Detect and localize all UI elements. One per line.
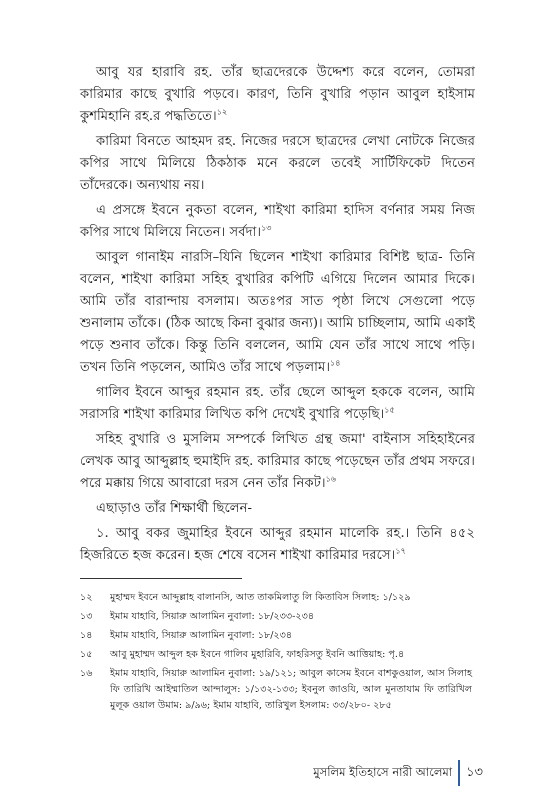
footnote-item	[80, 628, 472, 644]
paragraph-8	[80, 523, 475, 567]
main-text	[80, 62, 475, 570]
paragraph-text: এছাড়াও তাঁর শিক্ষার্থী ছিলেন-	[96, 501, 252, 516]
paragraph-text: আবু যর হারাবি রহ. তাঁর ছাত্রদেরকে উদ্দেশ্য করে বলেন, তোমরা কারিমার কাছে বুখারি পড়বে। কারণ, তিনি বুখারি পড়ান আবুল হাইসাম কুশমিহানি রহ.র পদ্ধতিতে।	[80, 65, 475, 124]
paragraph-3	[80, 200, 475, 244]
footnote-ref[interactable]: ১৩	[261, 223, 272, 233]
footnote-ref[interactable]: ১৫	[384, 405, 395, 415]
paragraph-text: আবুল গানাইম নারসি–যিনি ছিলেন শাইখা কারিমার বিশিষ্ট ছাত্র- তিনি বলেন, শাইখা কারিমা সহিহ বুখারির কপিটি এগিয়ে দিলেন আমার দিকে। আমি তাঁর বারান্দায় বসলাম। অতঃপর সাত পৃষ্ঠা লিখে সেগুলো পড়ে শুনালাম তাঁকে। (ঠিক আছে কিনা বুঝার জন্য)। আমি চাচ্ছিলাম, আমি একাই পড়ে শুনাব তাঁকে। কিন্তু তিনি বললেন, আমি যেন তাঁর সাথে সাথে পড়ি। তখন তিনি পড়লেন, আমিও তাঁর সাথে পড়লাম।	[80, 250, 475, 375]
page-footer	[313, 760, 483, 786]
paragraph-text: এ প্রসঙ্গে ইবনে নুকতা বলেন, শাইখা কারিমা হাদিস বর্ণনার সময় নিজ কপির সাথে মিলিয়ে নিতেন। সর্বদা।	[80, 203, 475, 240]
footnote-ref[interactable]: ১৪	[330, 358, 341, 368]
paragraph-1	[80, 62, 475, 128]
footnote-ref[interactable]: ১২	[216, 107, 228, 117]
paragraph-2	[80, 131, 475, 197]
footer-divider-bar	[458, 760, 460, 786]
paragraph-text: ১. আবু বকর জুমাহির ইবনে আব্দুর রহমান মালেকি রহ.। তিনি ৪৫২ হিজরিতে হজ করেন। হজ শেষে বসেন শাইখা কারিমার দরসে।	[80, 526, 475, 563]
book-title: মুসলিম ইতিহাসে নারী আলেমা	[313, 764, 453, 779]
paragraph-6	[80, 429, 475, 495]
paragraph-5	[80, 382, 475, 426]
footnote-text: ইমাম যাহাবি, সিয়ারু আলামিন নুবালা: ১৮/২৩৪	[110, 630, 293, 641]
footnote-number: ১৬	[80, 668, 93, 679]
footnote-divider	[80, 578, 242, 579]
footnote-text: ইমাম যাহাবি, সিয়ারু আলামিন নুবালা: ১৮/২৩৩-২৩৪	[110, 611, 315, 622]
footnote-number: ১৫	[80, 649, 93, 660]
paragraph-text: কারিমা বিনতে আহমদ রহ. নিজের দরসে ছাত্রদের লেখা নোটকে নিজের কপির সাথে মিলিয়ে ঠিকঠাক মনে করলে তবেই সার্টিফিকেট দিতেন তাঁদেরকে। অন্যথায় নয়।	[80, 134, 475, 193]
footnote-number: ১৩	[80, 611, 93, 622]
footnote-text: মুহাম্মদ ইবনে আব্দুল্লাহ বালানসি, আত তাকমিলাতু লি কিতাবিস সিলাহ: ১/১২৯	[110, 592, 411, 603]
footnote-item	[80, 609, 472, 625]
footnote-text: আবু মুহাম্মদ আব্দুল হক ইবনে গালিব মুহারিবি, ফাহরিসতু ইবনি আত্তিয়াহ: পৃ.৪	[110, 649, 405, 660]
paragraph-text: সহিহ বুখারি ও মুসলিম সম্পর্কে লিখিত গ্রন্থ জমা' বাইনাস সহিহাইনের লেখক আবু আব্দুল্লাহ হুমাইদি রহ. কারিমার কাছে পড়েছেন তাঁর প্রথম সফরে। পরে মক্কায় গিয়ে আবারো দরস নেন তাঁর নিকট।	[80, 432, 475, 491]
footnote-number: ১৪	[80, 630, 93, 641]
paragraph-text: গালিব ইবনে আব্দুর রহমান রহ. তাঁর ছেলে আব্দুল হককে বলেন, আমি সরাসরি শাইখা কারিমার লিখিত কপি দেখেই বুখারি পড়েছি।	[80, 385, 475, 422]
footnote-item	[80, 647, 472, 663]
footnote-text: ইমাম যাহাবি, সিয়ারু আলামিন নুবালা: ১৯/১২১; আবুল কাসেম ইবনে বাশকুওয়াল, আস সিলাহ ফি তারিখি আইম্মাতিল আন্দালুস: ১/১৩২-১৩৩; ইবনুল জাওযি, আল মুনতাযাম ফি তারিখিল মুলূক ওয়াল উমাম: ৯/৯৬; ইমাম যাহাবি, তারিখুল ইসলাম: ৩৩/২৮০- ২৮৫	[110, 668, 472, 711]
footnote-ref[interactable]: ১৭	[395, 546, 406, 556]
paragraph-7	[80, 498, 475, 520]
paragraph-4	[80, 247, 475, 379]
footnote-number: ১২	[80, 592, 93, 603]
footnotes	[80, 590, 472, 717]
footnote-item	[80, 666, 472, 714]
footnote-ref[interactable]: ১৬	[325, 474, 337, 484]
footnote-item	[80, 590, 472, 606]
page-number: ১৩	[466, 764, 483, 780]
